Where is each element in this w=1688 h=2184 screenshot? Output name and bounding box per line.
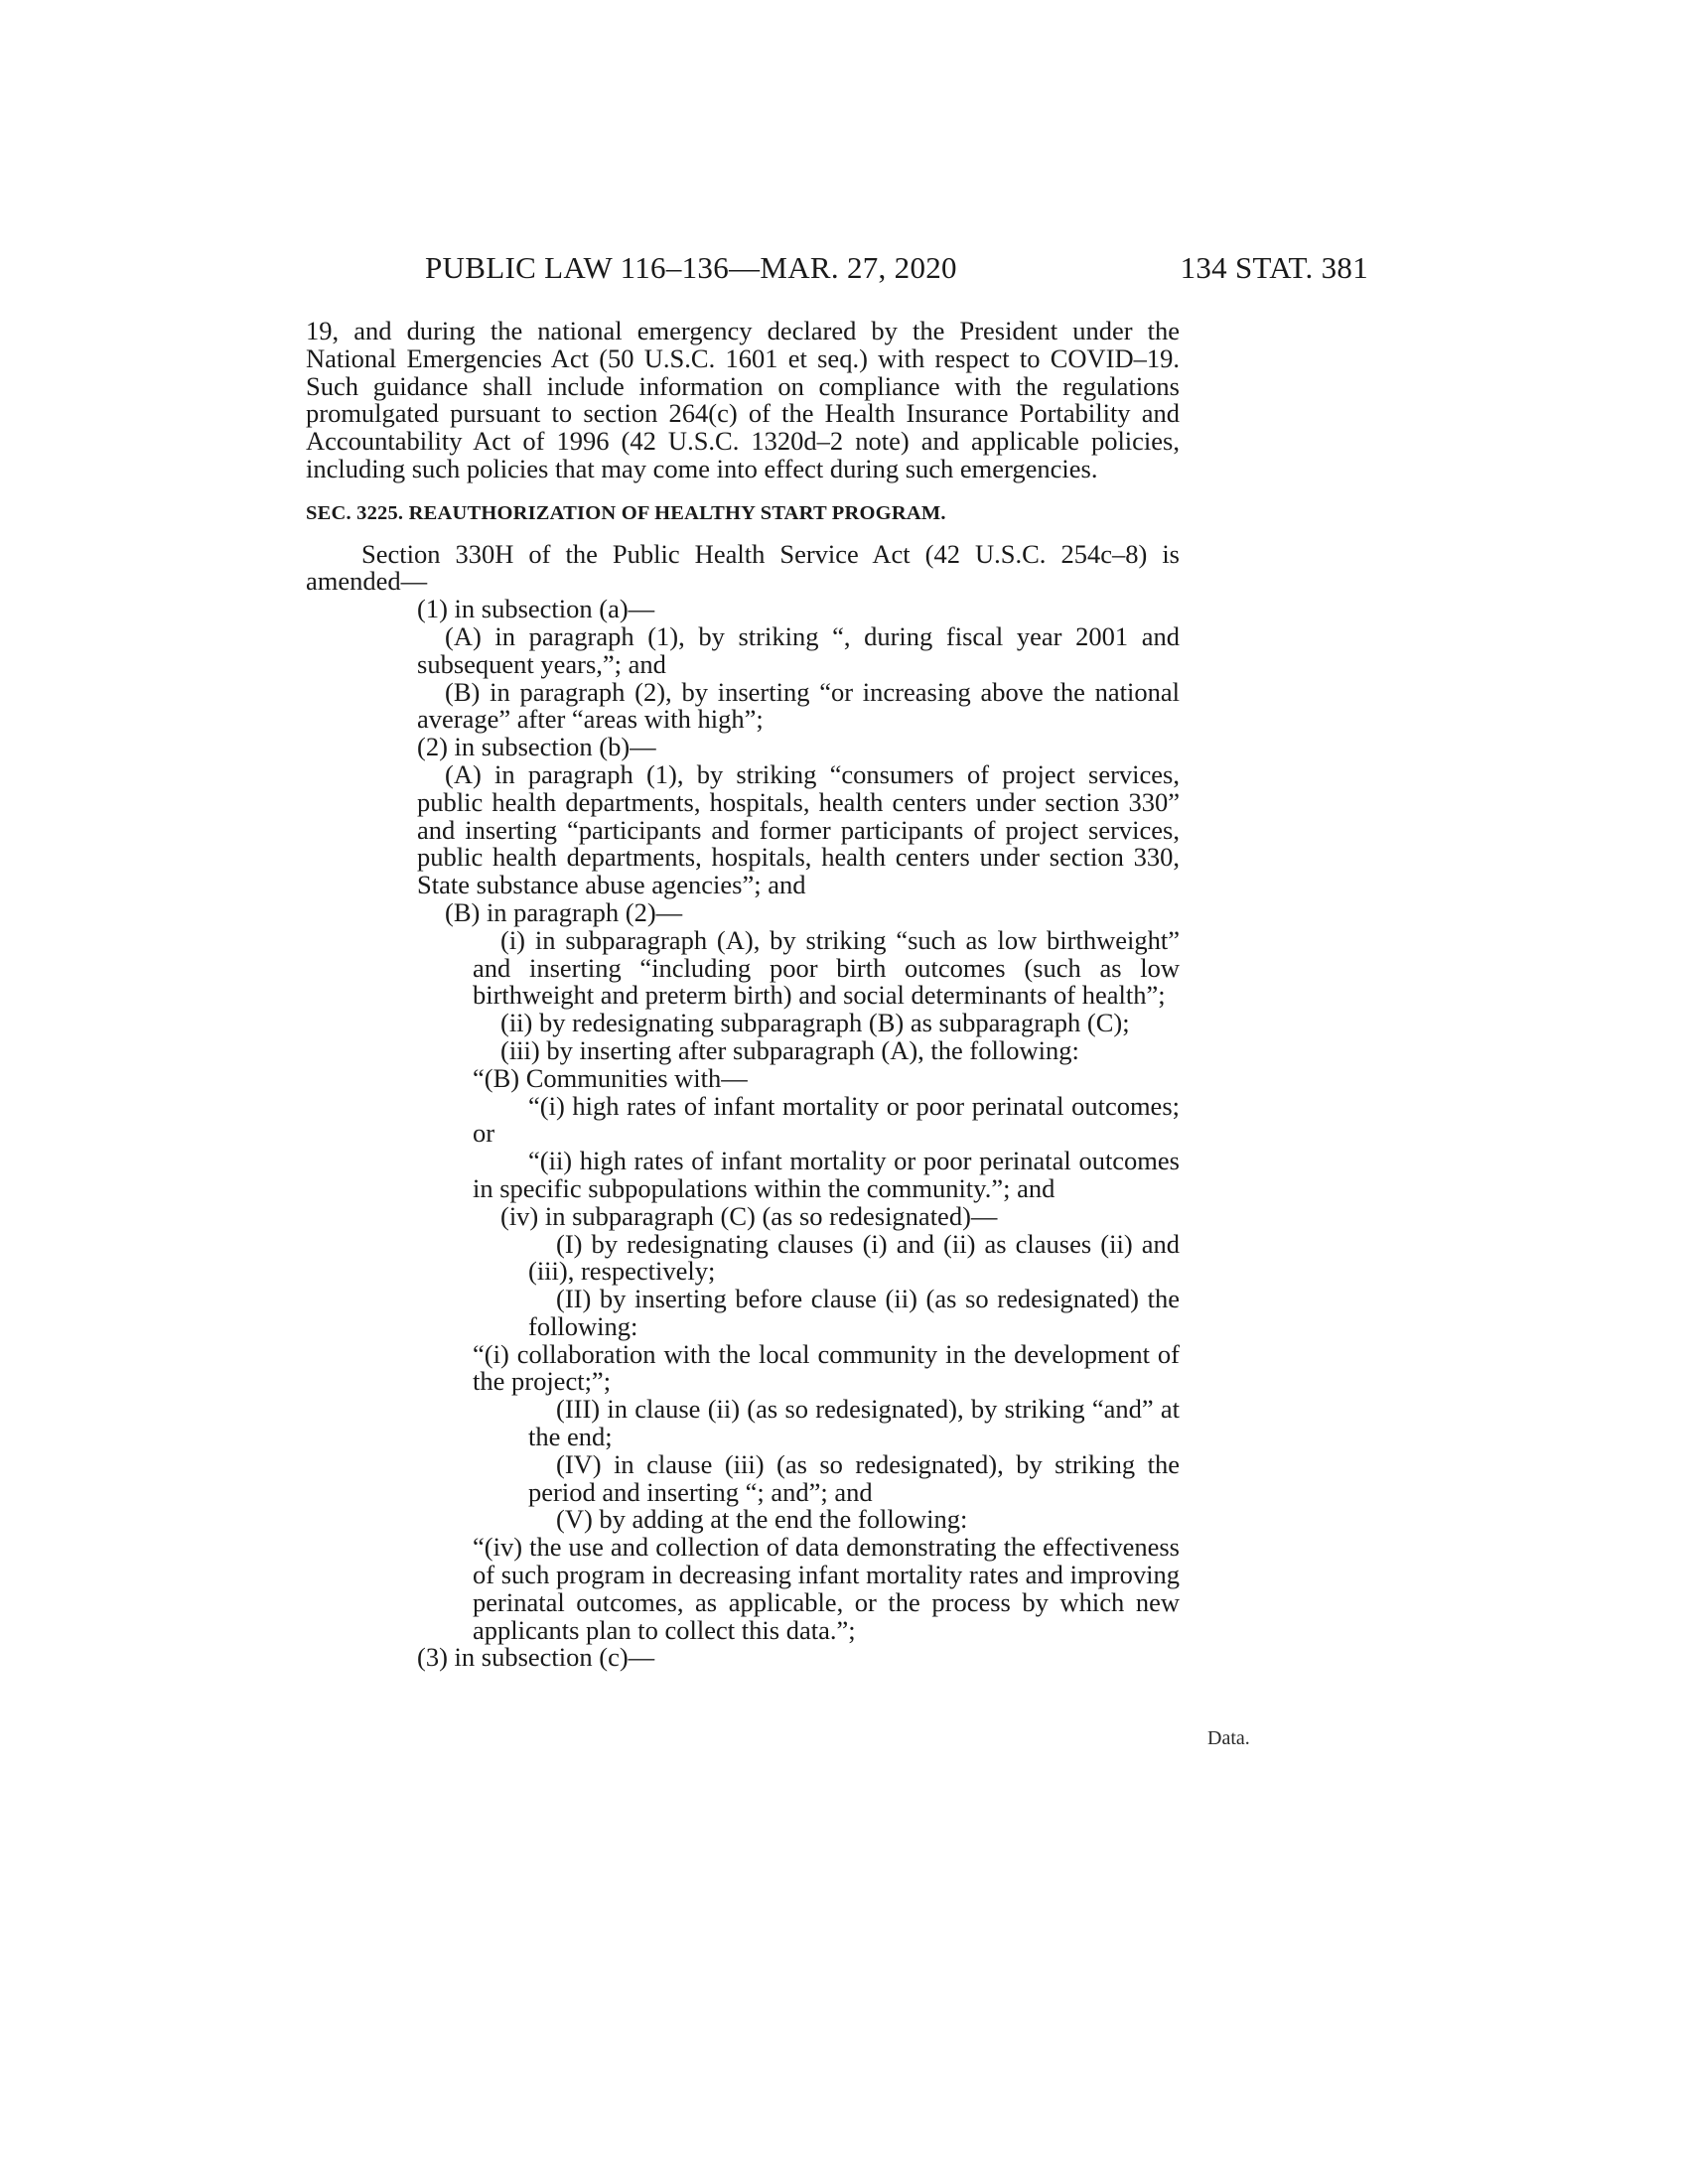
item-2-B-iv-IV: (IV) in clause (iii) (as so redesignated), by striking the period and inserting “; and”; and (528, 1448, 1180, 1507)
public-law-title: PUBLIC LAW 116–136—MAR. 27, 2020 (425, 250, 957, 285)
item-2-A: (A) in paragraph (1), by striking “consumers of project services, public health departments, hospitals, health centers under section 330” and inserting “participants and former participants of project services, public health departments, hospitals, health centers under section 330, State substance abuse agencies”; and (417, 758, 1180, 900)
item-1-B: (B) in paragraph (2), by inserting “or increasing above the national average” after “areas with high”; (417, 676, 1180, 735)
section-heading: SEC. 3225. REAUTHORIZATION OF HEALTHY START PROGRAM. (306, 501, 946, 524)
item-1-A: (A) in paragraph (1), by striking “, during fiscal year 2001 and subsequent years,”; and (417, 620, 1180, 679)
quoted-clause-iv: “(iv) the use and collection of data demonstrating the effectiveness of such program in decreasing infant mortality rates and improving perinatal outcomes, as applicable, or the process by which new applicants plan to collect this data.”; (473, 1532, 1180, 1645)
item-2-B-iv-II: (II) by inserting before clause (ii) (as so redesignated) the following: (528, 1284, 1180, 1341)
amendment-intro: Section 330H of the Public Health Service Act (42 U.S.C. 254c–8) is amended— (306, 538, 1180, 597)
item-3: (3) in subsection (c)— (417, 1642, 655, 1673)
item-2: (2) in subsection (b)— (417, 732, 656, 762)
intro-paragraph: 19, and during the national emergency declared by the President under the National Emergencies Act (50 U.S.C. 1601 et seq.) with respect to COVID–19. Such guidance shall include information on compliance with the regulations promulgated pursuant to section 264(c) of the Health Insurance Portability and Accountability Act of 1996 (42 U.S.C. 1320d–2 note) and applicable policies, including such policies that may come into effect during such emergencies. (306, 316, 1180, 483)
item-2-B: (B) in paragraph (2)— (445, 896, 683, 927)
item-2-B-ii: (ii) by redesignating subparagraph (B) as subparagraph (C); (500, 1008, 1130, 1038)
item-2-B-i: (i) in subparagraph (A), by striking “such as low birthweight” and inserting “including poor birth outcomes (such as low birthweight and preterm birth) and social determinants of health”; (473, 924, 1180, 1011)
quoted-B: “(B) Communities with— (473, 1062, 748, 1093)
item-2-B-iv-V: (V) by adding at the end the following: (556, 1504, 968, 1535)
item-2-B-iv-I: (I) by redesignating clauses (i) and (ii) as clauses (ii) and (iii), respectively; (528, 1228, 1180, 1287)
item-1: (1) in subsection (a)— (417, 594, 655, 624)
item-2-B-iii: (iii) by inserting after subparagraph (A), the following: (500, 1034, 1079, 1065)
margin-note: Data. (1207, 1727, 1250, 1749)
item-2-B-iv-III: (III) in clause (ii) (as so redesignated), by striking “and” at the end; (528, 1394, 1180, 1452)
quoted-B-ii: “(ii) high rates of infant mortality or poor perinatal outcomes in specific subpopulations within the community.”; and (473, 1146, 1180, 1203)
quoted-B-i: “(i) high rates of infant mortality or poor perinatal outcomes; or (473, 1090, 1180, 1149)
item-2-B-iv: (iv) in subparagraph (C) (as so redesignated)— (500, 1200, 998, 1231)
running-head (425, 250, 1368, 290)
quoted-clause-i: “(i) collaboration with the local community in the development of the project;”; (473, 1338, 1180, 1397)
statute-page-number: 134 STAT. 381 (1180, 250, 1368, 285)
statute-text (306, 318, 1180, 1672)
